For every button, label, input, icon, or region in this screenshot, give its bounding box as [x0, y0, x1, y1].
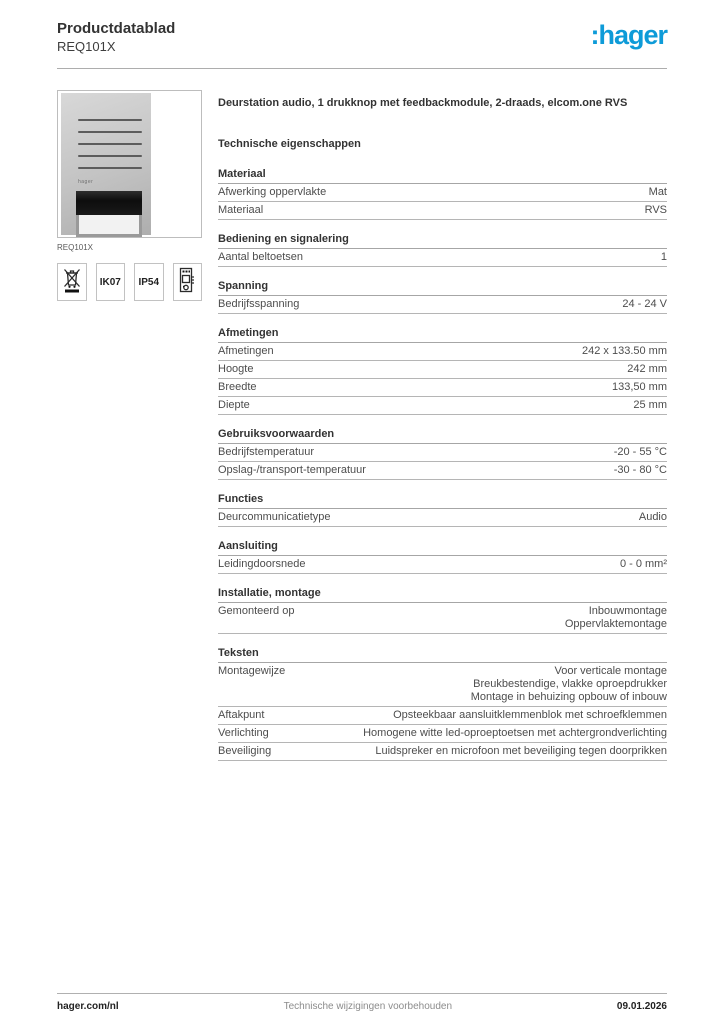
- value-line: 242 mm: [627, 363, 667, 375]
- value-line: -20 - 55 °C: [613, 446, 667, 458]
- spec-value: [317, 558, 667, 571]
- spec-label: Opslag-/transport-temperatuur: [218, 464, 366, 476]
- spec-label: Leidingdoorsnede: [218, 558, 306, 570]
- value-line: Montage in behuizing opbouw of inbouw: [470, 691, 667, 703]
- content-area: [57, 90, 667, 772]
- right-column: [218, 90, 667, 772]
- speaker-grille: [78, 119, 142, 179]
- spec-value: [281, 727, 667, 740]
- spec-section: [218, 491, 667, 527]
- spec-value: [306, 605, 667, 631]
- spec-row: [218, 361, 667, 379]
- value-line: 24 - 24 V: [622, 298, 667, 310]
- spec-label: Afmetingen: [218, 345, 274, 357]
- product-description: Deurstation audio, 1 drukknop met feedbackmodule, 2-draads, elcom.one RVS: [218, 97, 628, 109]
- spec-row: [218, 249, 667, 267]
- spec-label: Bedrijfstemperatuur: [218, 446, 314, 458]
- spec-row: [218, 725, 667, 743]
- footer-date: 09.01.2026: [616, 1001, 667, 1012]
- spec-value: [378, 464, 667, 477]
- panel-brand-text: hager: [78, 179, 94, 185]
- certification-badges: [57, 263, 202, 301]
- value-line: Audio: [638, 511, 667, 523]
- spec-row: [218, 343, 667, 361]
- product-image: [57, 90, 202, 238]
- section-title: Afmetingen: [218, 325, 667, 343]
- spec-row: [218, 556, 667, 574]
- section-title: Gebruiksvoorwaarden: [218, 426, 667, 444]
- spec-row: [218, 663, 667, 707]
- page-footer: [57, 993, 667, 1024]
- spec-value: [315, 251, 667, 264]
- spec-row: [218, 462, 667, 480]
- spec-row: [218, 397, 667, 415]
- device-pictogram-icon: [177, 266, 197, 299]
- spec-label: Materiaal: [218, 204, 264, 216]
- spec-label: Bedrijfsspanning: [218, 298, 300, 310]
- value-line: 133,50 mm: [611, 381, 667, 393]
- value-line: 242 x 133.50 mm: [582, 345, 667, 357]
- spec-label: Montagewijze: [218, 665, 286, 677]
- spec-section: [218, 645, 667, 761]
- spec-row: [218, 202, 667, 220]
- device-pictogram-badge: [173, 263, 203, 301]
- spec-value: [276, 709, 667, 722]
- spec-label: Gemonteerd op: [218, 605, 295, 617]
- value-line: RVS: [644, 204, 667, 216]
- spec-section: [218, 278, 667, 314]
- value-line: Breukbestendige, vlakke oproepdrukker: [473, 678, 667, 690]
- ik-rating-badge: [96, 263, 126, 301]
- value-line: -30 - 80 °C: [613, 464, 667, 476]
- section-title: Installatie, montage: [218, 585, 667, 603]
- spec-label: Beveiliging: [218, 745, 272, 757]
- value-line: Voor verticale montage: [554, 665, 667, 677]
- spec-label: Hoogte: [218, 363, 254, 375]
- spec-label: Aftakpunt: [218, 709, 265, 721]
- spec-value: [265, 363, 667, 376]
- spec-row: [218, 509, 667, 527]
- spec-row: [218, 184, 667, 202]
- spec-section: [218, 538, 667, 574]
- spec-value: [269, 381, 667, 394]
- ip-rating-label: IP54: [138, 276, 160, 288]
- spec-value: [262, 399, 667, 412]
- product-code: REQ101X: [57, 39, 116, 54]
- value-line: Homogene witte led-oproeptoetsen met achtergrondverlichting: [363, 727, 667, 739]
- spec-value: [311, 298, 667, 311]
- spec-section: [218, 325, 667, 415]
- spec-table: [218, 166, 667, 761]
- section-title: Aansluiting: [218, 538, 667, 556]
- footer-website-link[interactable]: hager.com/nl: [57, 1001, 119, 1012]
- spec-label: Deurcommunicatietype: [218, 511, 331, 523]
- spec-section: [218, 166, 667, 220]
- tech-properties-heading: Technische eigenschappen: [218, 138, 361, 150]
- spec-row: [218, 296, 667, 314]
- hager-logo: :hager: [590, 20, 667, 50]
- call-button-top: [76, 191, 142, 215]
- value-line: Inbouwmontage: [588, 605, 667, 617]
- section-title: Teksten: [218, 645, 667, 663]
- spec-row: [218, 444, 667, 462]
- section-title: Spanning: [218, 278, 667, 296]
- spec-row: [218, 707, 667, 725]
- ik-rating-label: IK07: [99, 276, 121, 288]
- spec-row: [218, 743, 667, 761]
- header-divider: [57, 68, 667, 69]
- spec-row: [218, 603, 667, 634]
- value-line: Oppervlaktemontage: [564, 618, 667, 630]
- spec-label: Breedte: [218, 381, 257, 393]
- spec-section: [218, 231, 667, 267]
- section-title: Functies: [218, 491, 667, 509]
- value-line: 0 - 0 mm²: [619, 558, 667, 570]
- spec-label: Aantal beltoetsen: [218, 251, 304, 263]
- spec-value: [297, 665, 667, 704]
- value-line: Opsteekbaar aansluitklemmenblok met schroefklemmen: [393, 709, 667, 721]
- spec-value: [275, 204, 667, 217]
- value-line: 1: [660, 251, 667, 263]
- spec-label: Diepte: [218, 399, 250, 411]
- weee-crossed-bin-icon: [61, 265, 83, 300]
- spec-value: [338, 186, 667, 199]
- spec-value: [283, 745, 667, 758]
- ip-rating-badge: [134, 263, 164, 301]
- value-line: Mat: [648, 186, 667, 198]
- weee-badge: [57, 263, 87, 301]
- section-title: Materiaal: [218, 166, 667, 184]
- footer-disclaimer: Technische wijzigingen voorbehouden: [283, 1001, 453, 1012]
- name-plate: [76, 215, 142, 237]
- title-block: [57, 20, 175, 55]
- door-station-panel: [61, 93, 151, 235]
- spec-value: [286, 345, 667, 358]
- value-line: Luidspreker en microfoon met beveiliging tegen doorprikken: [375, 745, 667, 757]
- image-caption: REQ101X: [57, 243, 94, 252]
- spec-value: [343, 511, 668, 524]
- spec-section: [218, 426, 667, 480]
- spec-label: Afwerking oppervlakte: [218, 186, 327, 198]
- document-title: Productdatablad: [57, 20, 176, 37]
- page-header: [57, 20, 667, 55]
- spec-section: [218, 585, 667, 634]
- spec-row: [218, 379, 667, 397]
- value-line: 25 mm: [633, 399, 667, 411]
- section-title: Bediening en signalering: [218, 231, 667, 249]
- left-column: [57, 90, 202, 772]
- spec-value: [326, 446, 667, 459]
- spec-label: Verlichting: [218, 727, 269, 739]
- call-button-module: [76, 191, 142, 237]
- footer-divider: [57, 993, 667, 994]
